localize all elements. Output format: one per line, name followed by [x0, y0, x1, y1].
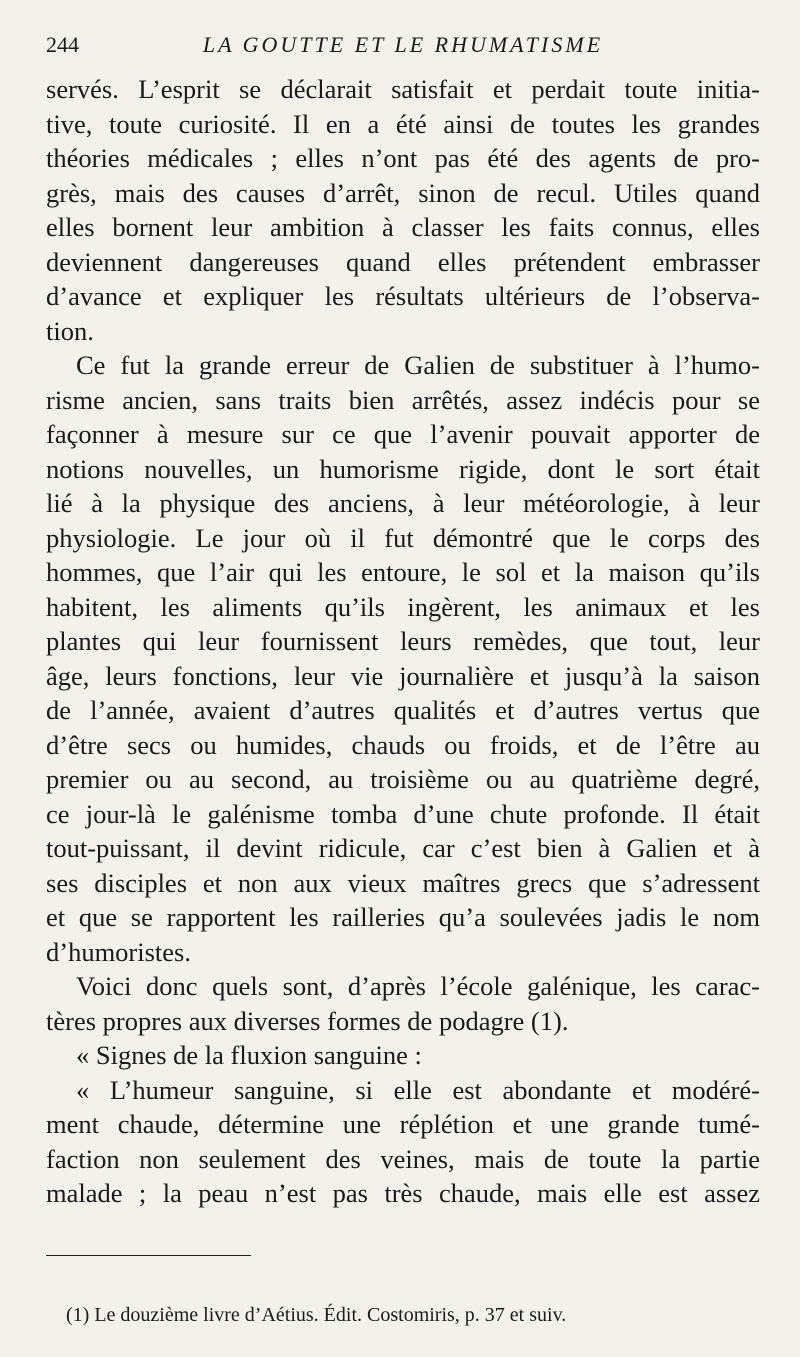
text-line: deviennent dangereuses quand elles prétendent embrasser [46, 246, 760, 277]
running-title: LA GOUTTE ET LE RHUMATISME [202, 32, 604, 57]
text-line: elles bornent leur ambition à classer les faits connus, elles [46, 212, 760, 242]
body-text [46, 72, 760, 1211]
text-line: d’humoristes. [46, 936, 191, 967]
text-line: théories médicales ; elles n’ont pas été des agents de pro- [46, 143, 760, 173]
page-number: 244 [46, 32, 79, 57]
text-line: premier ou au second, au troisième ou au quatrième degré, [46, 764, 760, 794]
text-line: façonner à mesure sur ce que l’avenir pouvait apporter de [46, 419, 760, 449]
text-line: ment chaude, détermine une réplétion et une grande tumé- [46, 1109, 760, 1139]
text-line: tères propres aux diverses formes de podagre (1). [46, 1005, 569, 1036]
text-line: servés. L’esprit se déclarait satisfait et perdait toute initia- [46, 74, 760, 104]
page-header [46, 32, 760, 62]
text-line: plantes qui leur fournissent leurs remèdes, que tout, leur [46, 626, 760, 656]
text-line: d’avance et expliquer les résultats ultérieurs de l’observa- [46, 281, 760, 311]
text-line: ses disciples et non aux vieux maîtres grecs que s’adressent [46, 867, 760, 898]
text-line: habitent, les aliments qu’ils ingèrent, les animaux et les [46, 591, 760, 622]
text-line: faction non seulement des veines, mais de toute la partie [46, 1143, 760, 1174]
text-line: notions nouvelles, un humorisme rigide, dont le sort était [46, 453, 760, 484]
text-line: Voici donc quels sont, d’après l’école galénique, les carac- [76, 971, 760, 1001]
text-line: risme ancien, sans traits bien arrêtés, assez indécis pour se [46, 384, 760, 415]
text-line: âge, leurs fonctions, leur vie journalière et jusqu’à la saison [46, 660, 760, 691]
text-line: malade ; la peau n’est pas très chaude, mais elle est assez [46, 1178, 760, 1208]
text-line: tive, toute curiosité. Il en a été ainsi de toutes les grandes [46, 108, 760, 139]
text-line: tout-puissant, il devint ridicule, car c’est bien à Galien et à [46, 833, 760, 863]
footnote: (1) Le douzième livre d’Aétius. Édit. Costomiris, p. 37 et suiv. [66, 1304, 567, 1326]
text-line: et que se rapportent les railleries qu’a soulevées jadis le nom [46, 902, 760, 932]
text-line: d’être secs ou humides, chauds ou froids, et de l’être au [46, 729, 760, 760]
text-line: grès, mais des causes d’arrêt, sinon de recul. Utiles quand [46, 177, 760, 208]
text-line: « L’humeur sanguine, si elle est abondante et modéré- [76, 1074, 760, 1105]
text-line: tion. [46, 315, 94, 346]
text-line: hommes, que l’air qui les entoure, le sol et la maison qu’ils [46, 557, 760, 587]
footnote-divider [46, 1255, 251, 1256]
text-line: « Signes de la fluxion sanguine : [76, 1040, 422, 1070]
text-line: de l’année, avaient d’autres qualités et d’autres vertus que [46, 695, 760, 725]
text-line: lié à la physique des anciens, à leur météorologie, à leur [46, 488, 760, 518]
text-line: ce jour-là le galénisme tomba d’une chute profonde. Il était [46, 798, 760, 829]
text-line: physiologie. Le jour où il fut démontré que le corps des [46, 522, 760, 553]
text-line: Ce fut la grande erreur de Galien de substituer à l’humo- [76, 350, 760, 380]
